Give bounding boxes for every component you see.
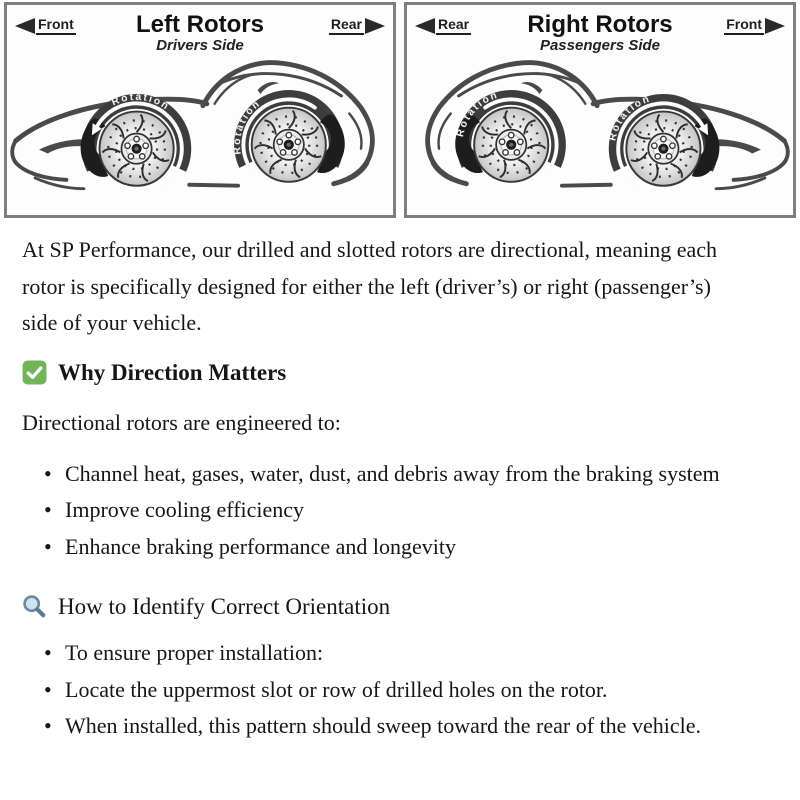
- car-illustration-left: [7, 55, 393, 215]
- why-direction-matters-heading: [22, 358, 770, 388]
- section-title: How to Identify Correct Orientation: [58, 593, 391, 619]
- front-label-text: Front: [36, 16, 76, 35]
- arrow-right-icon: [765, 18, 785, 34]
- identify-orientation-heading: [22, 592, 770, 622]
- rear-direction-label: [415, 16, 527, 35]
- left-rotors-panel: [4, 2, 396, 218]
- intro-paragraph: At SP Performance, our drilled and slotted rotors are directional, meaning each rotor is specifically designed for either the left (driver’s) or right (passenger’s) side of your vehicle.: [22, 237, 718, 336]
- list-item: • Enhance braking performance and longevity: [65, 529, 720, 566]
- list-item: • Channel heat, gases, water, dust, and debris away from the braking system: [65, 456, 720, 493]
- front-label-text: Front: [724, 16, 764, 35]
- front-direction-label: [724, 16, 785, 35]
- benefits-list: [22, 456, 770, 566]
- arrow-right-icon: [365, 18, 385, 34]
- article-body: [0, 232, 800, 745]
- right-rotors-panel: [404, 2, 796, 218]
- list-item: • Locate the uppermost slot or row of drilled holes on the rotor.: [65, 672, 720, 709]
- list-item: • To ensure proper installation:: [65, 635, 720, 672]
- panel-title: Left Rotors: [136, 11, 264, 38]
- magnifying-glass-icon: [22, 594, 47, 619]
- rear-label-text: Rear: [436, 16, 471, 35]
- section-title: Why Direction Matters: [58, 359, 287, 385]
- panel-subtitle: Passengers Side: [539, 37, 661, 55]
- list-item: • Improve cooling efficiency: [65, 492, 720, 529]
- arrow-left-icon: [415, 18, 435, 34]
- rotor-direction-diagram: [0, 0, 800, 218]
- check-mark-icon: [22, 360, 47, 385]
- rear-label-text: Rear: [329, 16, 364, 35]
- panel-title: Right Rotors: [527, 11, 673, 38]
- list-item: • When installed, this pattern should sweep toward the rear of the vehicle.: [65, 708, 720, 745]
- rotation-label: Rotation: [607, 93, 653, 142]
- car-illustration-right: [407, 55, 793, 215]
- front-direction-label: [15, 16, 136, 35]
- orientation-steps-list: [22, 635, 770, 745]
- rotation-label: Rotation: [110, 91, 172, 114]
- left-panel-header: [7, 5, 393, 54]
- right-panel-header: [407, 5, 793, 54]
- rotation-label: Rotation: [231, 97, 264, 156]
- rotation-label: Rotation: [455, 89, 501, 139]
- panel-subtitle: Drivers Side: [156, 37, 244, 55]
- arrow-left-icon: [15, 18, 35, 34]
- rear-direction-label: [329, 16, 385, 35]
- engineered-to-lead: Directional rotors are engineered to:: [22, 410, 341, 436]
